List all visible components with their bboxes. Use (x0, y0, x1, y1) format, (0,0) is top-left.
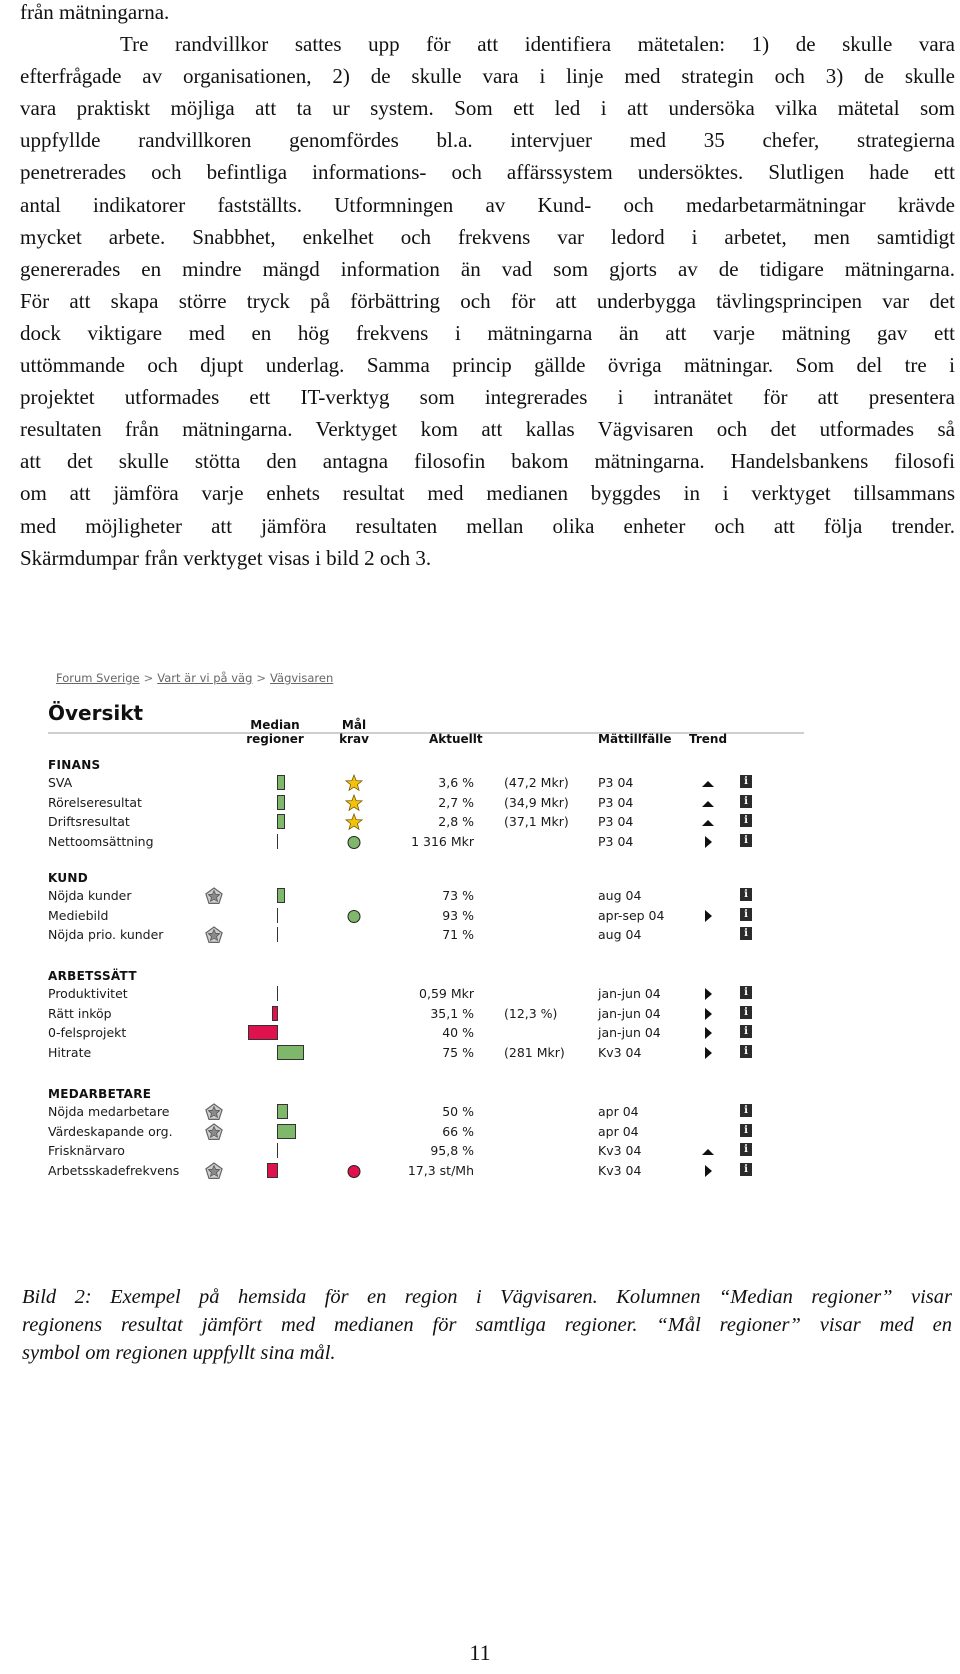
actual-value: 40 % (442, 1025, 474, 1040)
metric-label[interactable]: SVA (48, 775, 73, 790)
paragraph-line: vara praktiskt möjliga att ta ur system. Som ett led i att undersöka vilka mätetal som (20, 96, 955, 121)
section-heading: MEDARBETARE (48, 1087, 152, 1101)
pentagon-star-icon (204, 1122, 224, 1142)
actual-value: 73 % (442, 888, 474, 903)
metric-label[interactable]: Mediebild (48, 907, 109, 923)
goal-green-dot-icon (344, 832, 364, 852)
measurement-period: Kv3 04 (598, 1143, 642, 1158)
actual-value: 2,7 % (438, 794, 474, 810)
median-bar-above (277, 888, 285, 903)
breadcrumb-item[interactable]: Forum Sverige (56, 671, 140, 685)
goal-star-icon (344, 812, 364, 832)
trend-up-icon (700, 1143, 716, 1159)
info-icon[interactable]: i (740, 814, 752, 827)
actual-value: 50 % (442, 1104, 474, 1119)
metric-row[interactable] (44, 1102, 814, 1122)
pentagon-star-icon (204, 925, 224, 945)
median-bar-below (248, 1025, 278, 1040)
section-heading: FINANS (48, 758, 101, 772)
paragraph-line: uppfyllde randvillkoren genomfördes bl.a. intervjuer med 35 chefer, strategierna (20, 128, 955, 153)
breadcrumb-separator: > (256, 671, 267, 685)
metric-row[interactable] (44, 793, 814, 813)
trend-right-icon (700, 1006, 716, 1022)
measurement-period: aug 04 (598, 888, 642, 903)
paragraph-line: projektet utformades ett IT-verktyg som integrerades i intranätet för att presentera (20, 385, 955, 410)
actual-value: 17,3 st/Mh (407, 1162, 474, 1178)
info-icon[interactable]: i (740, 1006, 752, 1019)
metric-row[interactable] (44, 1161, 814, 1181)
measurement-period: P3 04 (598, 794, 634, 810)
metric-label[interactable]: Nöjda prio. kunder (48, 927, 164, 942)
metric-label[interactable]: 0-felsprojekt (48, 1025, 127, 1040)
metric-label[interactable]: Driftsresultat (48, 814, 130, 829)
paragraph-line: att det skulle stötta den antagna filosofin bakom mätningarna. Handelsbankens filosofi (20, 449, 955, 474)
info-icon[interactable]: i (740, 1025, 752, 1038)
actual-extra-value: (281 Mkr) (504, 1044, 565, 1060)
actual-extra-value: (47,2 Mkr) (504, 775, 569, 790)
paragraph-line: resultaten från mätningarna. Verktyget kom att kallas Vägvisaren och det utformades så (20, 417, 955, 442)
info-icon[interactable]: i (740, 1104, 752, 1117)
measurement-period: apr 04 (598, 1123, 639, 1139)
pentagon-star-icon (204, 1102, 224, 1122)
paragraph-line: Skärmdumpar från verktyget visas i bild 2 och 3. (20, 545, 432, 570)
info-icon[interactable]: i (740, 1163, 752, 1176)
measurement-period: jan-jun 04 (598, 1025, 661, 1040)
metric-label[interactable]: Nöjda kunder (48, 888, 132, 903)
actual-value: 71 % (442, 927, 474, 942)
caption-line: Bild 2: Exempel på hemsida för en region i Vägvisaren. Kolumnen “Median regioner” visar (22, 1286, 952, 1308)
actual-value: 0,59 Mkr (419, 986, 474, 1001)
actual-value: 2,8 % (438, 814, 474, 829)
median-bar-above (277, 775, 285, 790)
column-header-actual: Aktuellt (429, 732, 483, 746)
paragraph-line: Tre randvillkor sattes upp för att identifiera mätetalen: 1) de skulle vara (120, 32, 955, 57)
actual-extra-value: (12,3 %) (504, 1005, 558, 1021)
section-heading: ARBETSSÄTT (48, 969, 137, 983)
measurement-period: P3 04 (598, 775, 634, 790)
column-header-goal-line: Mål (341, 718, 367, 732)
trend-right-icon (700, 986, 716, 1002)
column-header-median-line: Median (250, 718, 300, 732)
actual-value: 3,6 % (438, 775, 474, 790)
measurement-period: apr-sep 04 (598, 907, 665, 923)
metric-label[interactable]: Rätt inköp (48, 1005, 112, 1021)
page-title: Översikt (48, 701, 144, 725)
metric-row[interactable] (44, 773, 814, 793)
trend-up-icon (700, 795, 716, 811)
breadcrumb-item[interactable]: Vägvisaren (270, 671, 334, 685)
metric-row[interactable] (44, 906, 814, 926)
paragraph-line: penetrerades och befintliga informations- och affärssystem undersöktes. Slutligen hade ett (20, 160, 955, 185)
goal-star-icon (344, 793, 364, 813)
breadcrumb (56, 671, 333, 685)
info-icon[interactable]: i (740, 775, 752, 788)
actual-value: 93 % (442, 907, 474, 923)
paragraph-line: från mätningarna. (20, 0, 170, 24)
metric-row[interactable] (44, 984, 814, 1004)
median-indicator-line (277, 986, 278, 1001)
metric-label[interactable]: Frisknärvaro (48, 1143, 125, 1158)
median-bar-below (267, 1163, 278, 1178)
actual-value: 95,8 % (430, 1143, 474, 1158)
paragraph-line: efterfrågade av organisationen, 2) de skulle vara i linje med strategin och 3) de skulle (20, 64, 955, 89)
metric-row[interactable] (44, 925, 814, 945)
paragraph-line: antal indikatorer fastställts. Utformningen av Kund- och medarbetarmätningar krävde (20, 192, 955, 217)
actual-value: 1 316 Mkr (411, 833, 474, 849)
measurement-period: aug 04 (598, 927, 642, 942)
actual-extra-value: (34,9 Mkr) (504, 794, 569, 810)
measurement-period: Kv3 04 (598, 1162, 642, 1178)
goal-star-icon (344, 773, 364, 793)
actual-value: 66 % (442, 1123, 474, 1139)
actual-value: 35,1 % (430, 1005, 474, 1021)
info-icon[interactable]: i (740, 888, 752, 901)
median-bar-above (277, 814, 285, 829)
measurement-period: Kv3 04 (598, 1044, 642, 1060)
goal-green-dot-icon (344, 906, 364, 926)
pentagon-star-icon (204, 886, 224, 906)
metric-label[interactable]: Rörelseresultat (48, 794, 142, 810)
paragraph-line: med möjligheter att jämföra resultaten mellan olika enheter och att följa trender. (20, 513, 955, 538)
actual-value: 75 % (442, 1044, 474, 1060)
metric-label[interactable]: Värdeskapande org. (48, 1123, 173, 1139)
info-icon[interactable]: i (740, 986, 752, 999)
metric-label[interactable]: Hitrate (48, 1044, 92, 1060)
paragraph-line: uttömmande och djupt underlag. Samma princip gällde övriga mätningar. Som del tre i (20, 353, 955, 378)
trend-right-icon (700, 1045, 716, 1061)
goal-red-dot-icon (344, 1161, 364, 1181)
breadcrumb-item[interactable]: Vart är vi på väg (157, 671, 253, 685)
metric-row[interactable] (44, 1004, 814, 1024)
vagvisaren-screenshot (44, 668, 814, 1248)
metric-row[interactable] (44, 832, 814, 852)
median-bar-above (277, 795, 285, 810)
trend-right-icon (700, 834, 716, 850)
info-icon[interactable]: i (740, 927, 752, 940)
column-header-goal (328, 718, 380, 746)
median-bar-above (277, 1045, 304, 1060)
metric-row[interactable] (44, 886, 814, 906)
median-bar-below (272, 1006, 278, 1021)
breadcrumb-separator: > (143, 671, 154, 685)
trend-right-icon (700, 1163, 716, 1179)
column-header-occasion: Mättillfälle (598, 732, 672, 746)
median-indicator-line (277, 908, 278, 923)
measurement-period: P3 04 (598, 833, 634, 849)
trend-up-icon (700, 814, 716, 830)
trend-right-icon (700, 1025, 716, 1041)
pentagon-star-icon (204, 1161, 224, 1181)
metric-label[interactable]: Arbetsskadefrekvens (48, 1162, 180, 1178)
caption-line: symbol om regionen uppfyllt sina mål. (22, 1342, 336, 1364)
info-icon[interactable]: i (740, 1143, 752, 1156)
paragraph-line: dock viktigare med en hög frekvens i mätningarna än att varje mätning gav ett (20, 320, 955, 345)
section-heading: KUND (48, 871, 89, 885)
metric-row[interactable] (44, 1043, 814, 1063)
paragraph-line: mycket arbete. Snabbhet, enkelhet och frekvens var ledord i arbetet, men samtidigt (20, 224, 955, 249)
median-indicator-line (277, 927, 278, 942)
body-paragraph (20, 0, 955, 574)
page-number: 11 (469, 1640, 491, 1665)
metric-label[interactable]: Nöjda medarbetare (48, 1104, 170, 1119)
paragraph-line: För att skapa större tryck på förbättring och för att underbygga tävlingsprincipen var det (20, 288, 955, 313)
info-icon[interactable]: i (740, 795, 752, 808)
column-header-median (234, 718, 316, 746)
metric-label[interactable]: Nettoomsättning (48, 833, 154, 849)
metric-row[interactable] (44, 812, 814, 832)
trend-right-icon (700, 908, 716, 924)
median-bar-above (277, 1104, 288, 1119)
caption-line: regionens resultat jämfört med medianen för samtliga regioner. “Mål regioner” visar med en (22, 1314, 952, 1336)
column-header-goal-line: krav (339, 732, 369, 746)
measurement-period: jan-jun 04 (598, 1005, 661, 1021)
measurement-period: jan-jun 04 (598, 986, 661, 1001)
median-indicator-line (277, 1143, 278, 1158)
paragraph-line: om att jämföra varje enhets resultat med medianen byggdes in i verktyget tillsammans (20, 481, 955, 506)
trend-up-icon (700, 775, 716, 791)
metric-row[interactable] (44, 1141, 814, 1161)
measurement-period: P3 04 (598, 814, 634, 829)
paragraph-line: genererades en mindre mängd information än vad som gjorts av de tidigare mätningarna. (20, 256, 955, 281)
measurement-period: apr 04 (598, 1104, 639, 1119)
metric-label[interactable]: Produktivitet (48, 986, 128, 1001)
info-icon[interactable]: i (740, 908, 752, 921)
info-icon[interactable]: i (740, 834, 752, 847)
median-indicator-line (277, 834, 278, 849)
median-bar-above (277, 1124, 296, 1139)
metric-row[interactable] (44, 1023, 814, 1043)
info-icon[interactable]: i (740, 1124, 752, 1137)
info-icon[interactable]: i (740, 1045, 752, 1058)
column-header-trend: Trend (689, 732, 728, 746)
figure-caption (22, 1283, 952, 1367)
actual-extra-value: (37,1 Mkr) (504, 814, 569, 829)
column-header-median-line: regioner (246, 732, 304, 746)
metric-row[interactable] (44, 1122, 814, 1142)
